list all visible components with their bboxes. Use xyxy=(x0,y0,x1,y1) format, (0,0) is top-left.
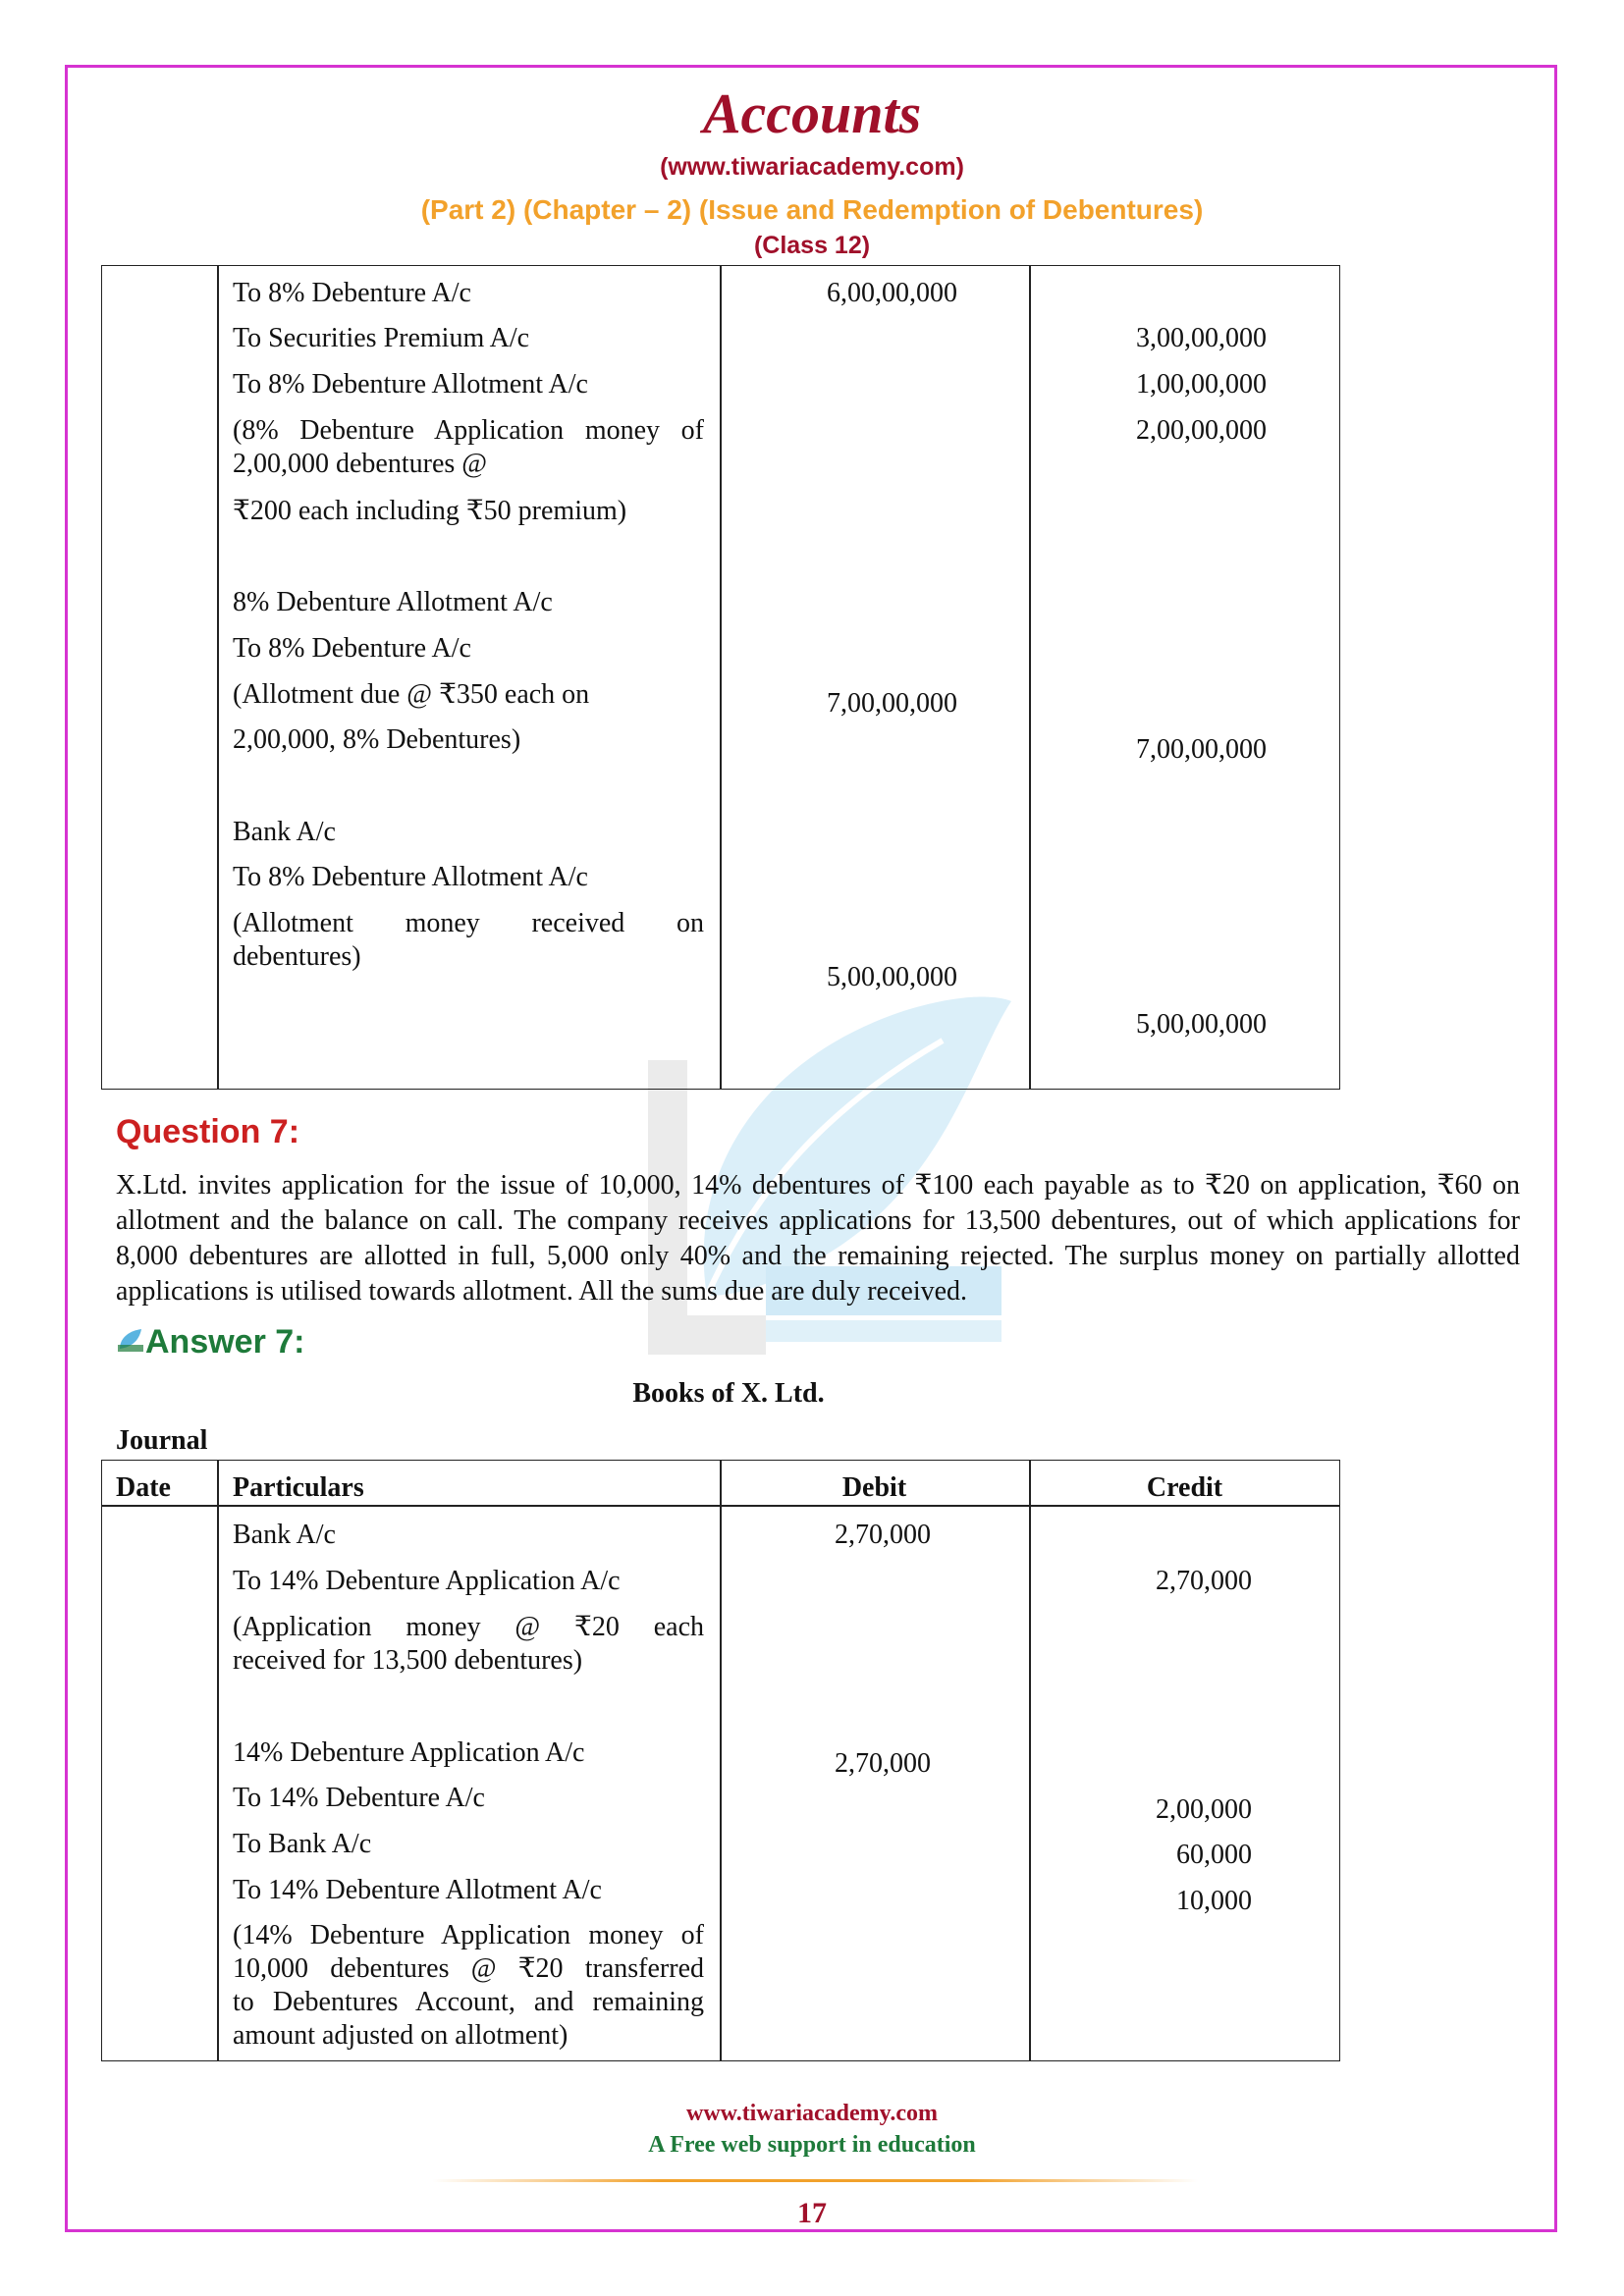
footer-url[interactable]: www.tiwariacademy.com xyxy=(686,2101,938,2126)
page-number: 17 xyxy=(797,2197,827,2229)
particular-line: To 8% Debenture A/c xyxy=(233,633,471,664)
particular-line: (Allotment due @ ₹350 each on xyxy=(233,679,590,710)
particular-line: (8% Debenture Application money of xyxy=(233,415,704,446)
header-particulars: Particulars xyxy=(233,1472,364,1503)
debit-amount: 6,00,00,000 xyxy=(827,278,957,308)
particular-line: debentures) xyxy=(233,941,361,972)
debit-amount: 2,70,000 xyxy=(835,1520,931,1550)
particular-line: To 8% Debenture Allotment A/c xyxy=(233,369,588,400)
credit-amount: 5,00,00,000 xyxy=(1136,1009,1267,1040)
particular-line: received for 13,500 debentures) xyxy=(233,1645,583,1676)
credit-amount: 60,000 xyxy=(1176,1840,1252,1870)
question-title: Question 7: xyxy=(116,1113,300,1150)
particular-line: To 8% Debenture A/c xyxy=(233,278,471,308)
particular-line: ₹200 each including ₹50 premium) xyxy=(233,496,627,526)
question-text: X.Ltd. invites application for the issue of 10,000, 14% debentures of ₹100 each payable as to ₹20 on application, ₹60 on allotment and the balance on call. The company receives applications for 13,500 debentures, out of which applications for 8,000 debentures are allotted in full, 5,000 only 40% and the remaining rejected. The surplus money on partially allotted applications is utilised towards allotment. All the sums due are duly received. xyxy=(116,1170,1520,1307)
particular-line: 8% Debenture Allotment A/c xyxy=(233,587,553,617)
tiwari-logo-icon xyxy=(116,1325,145,1355)
particular-line: (Allotment money received on xyxy=(233,908,704,938)
answer-title: Answer 7: xyxy=(145,1323,305,1361)
particular-line: To 14% Debenture A/c xyxy=(233,1783,485,1813)
particular-line: To 8% Debenture Allotment A/c xyxy=(233,862,588,892)
journal-label: Journal xyxy=(116,1425,208,1456)
credit-amount: 1,00,00,000 xyxy=(1136,369,1267,400)
particular-line: amount adjusted on allotment) xyxy=(233,2020,568,2051)
debit-amount: 5,00,00,000 xyxy=(827,962,957,992)
debit-amount: 2,70,000 xyxy=(835,1748,931,1779)
particular-line: 2,00,000 debentures @ xyxy=(233,449,488,479)
class-label: (Class 12) xyxy=(753,232,871,259)
credit-amount: 7,00,00,000 xyxy=(1136,734,1267,765)
particular-line: Bank A/c xyxy=(233,1520,336,1550)
particular-line: To Securities Premium A/c xyxy=(233,323,530,353)
footer-tagline: A Free web support in education xyxy=(648,2132,976,2158)
particular-line: To 14% Debenture Application A/c xyxy=(233,1566,621,1596)
chapter-subtitle: (Part 2) (Chapter – 2) (Issue and Redemption of Debentures) xyxy=(420,194,1204,225)
page-title: Accounts xyxy=(702,81,922,145)
particular-line: 2,00,000, 8% Debentures) xyxy=(233,724,521,755)
particular-line: to Debentures Account, and remaining xyxy=(233,1987,704,2017)
credit-amount: 2,00,00,000 xyxy=(1136,415,1267,446)
header-credit: Credit xyxy=(1146,1472,1223,1503)
credit-amount: 10,000 xyxy=(1176,1886,1252,1916)
particular-line: To Bank A/c xyxy=(233,1829,372,1859)
credit-amount: 2,70,000 xyxy=(1156,1566,1252,1596)
debit-amount: 7,00,00,000 xyxy=(827,688,957,719)
credit-amount: 3,00,00,000 xyxy=(1136,323,1267,353)
particular-line: 14% Debenture Application A/c xyxy=(233,1737,585,1768)
particular-line: 10,000 debentures @ ₹20 transferred xyxy=(233,1953,704,1984)
particular-line: (14% Debenture Application money of xyxy=(233,1920,704,1950)
header-url: (www.tiwariacademy.com) xyxy=(660,153,964,181)
books-title: Books of X. Ltd. xyxy=(632,1378,825,1409)
header-date: Date xyxy=(116,1472,171,1503)
particular-line: (Application money @ ₹20 each xyxy=(233,1612,704,1642)
particular-line: Bank A/c xyxy=(233,817,336,847)
footer-divider xyxy=(432,2179,1198,2182)
header-debit: Debit xyxy=(841,1472,907,1503)
credit-amount: 2,00,000 xyxy=(1156,1794,1252,1825)
particular-line: To 14% Debenture Allotment A/c xyxy=(233,1875,602,1905)
